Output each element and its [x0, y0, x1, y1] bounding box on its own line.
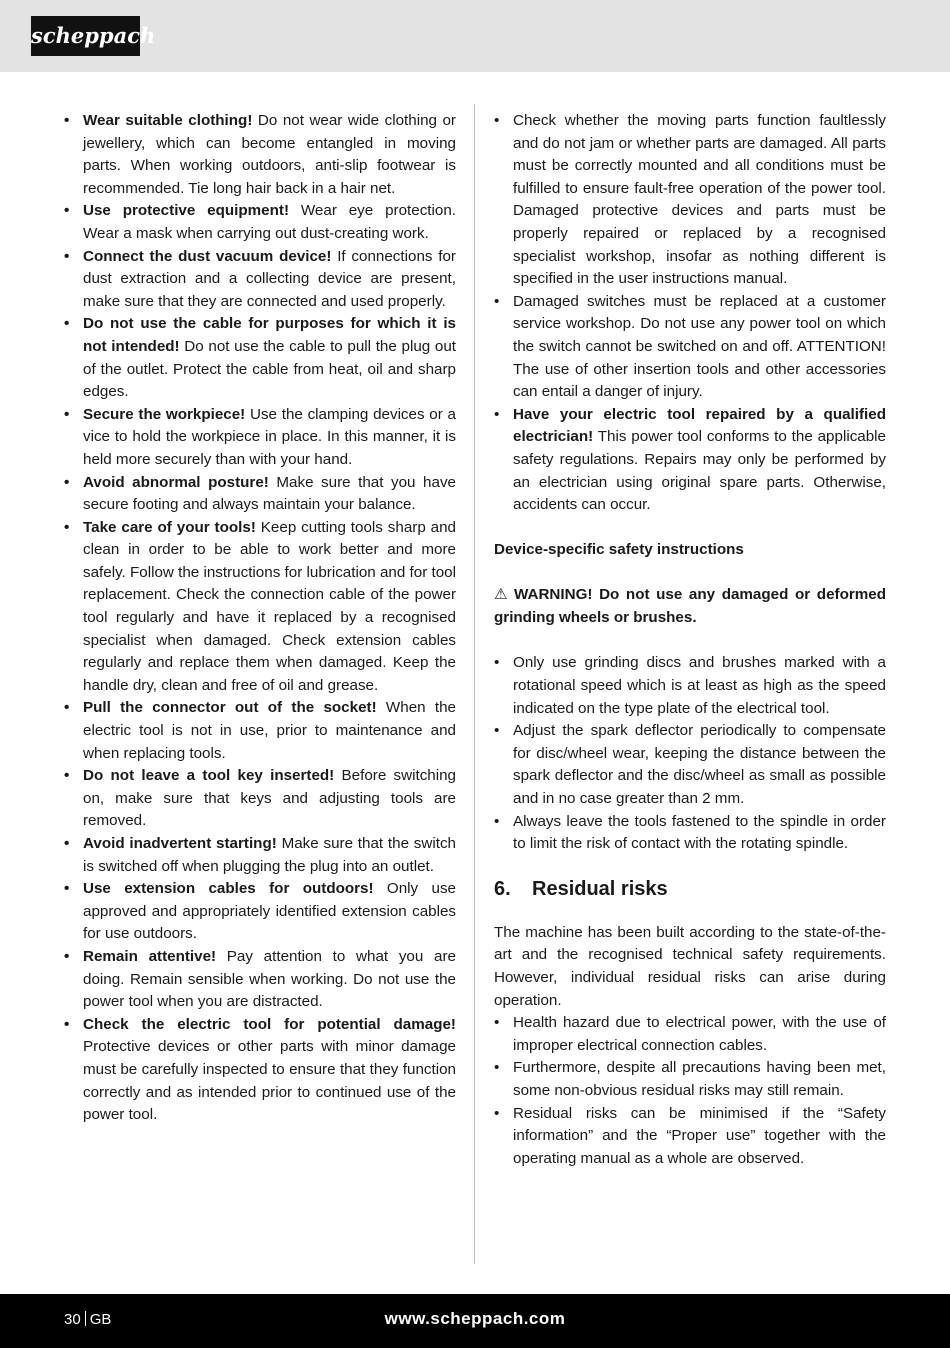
item-title: Take care of your tools! — [83, 518, 256, 536]
item-title: Do not leave a tool key inserted! — [83, 767, 335, 785]
item-title: Avoid inadvertent starting! — [83, 835, 277, 852]
general-safety-list — [64, 110, 456, 1127]
section-heading — [494, 876, 886, 902]
list-item: • Furthermore, despite all precautions having been met, some non-obvious residual risks may still remain. — [494, 1057, 886, 1102]
item-text: Only use approved and appropriately identified extension cables for use outdoors. — [83, 880, 456, 943]
list-item — [64, 833, 456, 878]
list-item — [64, 765, 456, 833]
item-text: Protective devices or other parts with minor damage must be carefully inspected to ensure that they function correctly and as intended prior to continued use of the power tool. — [83, 1038, 456, 1124]
item-title: Connect the dust vacuum device! — [83, 247, 332, 265]
list-item — [64, 1014, 456, 1127]
list-item: • Only use grinding discs and brushes marked with a rotational speed which is at least as high as the speed indicated on the type plate of the electrical tool. — [494, 652, 886, 720]
item-text: Do not use the cable to pull the plug out of the outlet. Protect the cable from heat, oil and sharp edges. — [83, 337, 456, 401]
item-text: Before switching on, make sure that keys and adjusting tools are removed. — [83, 767, 457, 830]
left-column — [64, 110, 456, 1127]
list-item: • Health hazard due to electrical power, with the use of improper electrical connection cables. — [494, 1012, 886, 1057]
item-text: Pay attention to what you are doing. Remain sensible when working. Do not use the power tool when you are distracted. — [83, 947, 456, 1011]
item-text: This power tool conforms to the applicable safety regulations. Repairs may only be performed by an electrician using original spare parts. Otherwise, accidents can occur. — [513, 428, 886, 514]
item-title: Do not use the cable for purposes for which it is not intended! — [83, 315, 456, 355]
page-number: 30 GB — [64, 1311, 112, 1328]
item-text: If connections for dust extraction and a collecting device are present, make sure that they are connected and used properly. — [83, 247, 456, 310]
scheppach-logo: scheppach — [31, 16, 140, 56]
item-text: Damaged switches must be replaced at a customer service workshop. Do not use any power tool on which the switch cannot be switched on and off. ATTENTION! The use of other insertion tools and other accessories can entail a danger of injury. — [513, 292, 886, 401]
list-item: • Always leave the tools fastened to the spindle in order to limit the risk of contact with the rotating spindle. — [494, 811, 886, 856]
column-divider — [474, 104, 475, 1264]
website-link[interactable]: www.scheppach.com — [384, 1309, 566, 1328]
residual-risks-intro: The machine has been built according to the state-of-the-art and the recognised technical safety requirements. However, individual residual risks can arise during operation. — [494, 923, 886, 1009]
item-text: Make sure that you have secure footing and always maintain your balance. — [83, 473, 456, 514]
item-title: Wear suitable clothing! — [83, 112, 253, 129]
device-safety-list — [494, 652, 886, 855]
item-title: Use extension cables for outdoors! — [83, 880, 374, 898]
list-item — [64, 200, 456, 245]
item-text: Keep cutting tools sharp and clean in order to be able to work better and more safely. Follow the instructions for lubrication and for tool replacement. Check the connection cable of the power tool regularly and have it replaced by a recognised specialist when damaged. Check extension cables regularly and replace them when damaged. Keep the handle dry, clean and free of oil and grease. — [83, 518, 456, 694]
item-title: Remain attentive! — [83, 947, 217, 965]
item-text: Do not wear wide clothing or jewellery, which can become entangled in moving parts. When working outdoors, anti-slip footwear is recommended. Tie long hair back in a hair net. — [83, 112, 456, 197]
list-item — [494, 404, 886, 517]
residual-risks-list — [494, 1012, 886, 1170]
list-item — [64, 313, 456, 403]
list-item — [64, 404, 456, 472]
item-text: Wear eye protection. Wear a mask when carrying out dust-creating work. — [83, 202, 457, 242]
list-item — [64, 472, 456, 517]
list-item — [64, 110, 456, 200]
warning-notice: ⚠ WARNING! Do not use any damaged or deformed grinding wheels or brushes. — [494, 586, 886, 626]
list-item: • Adjust the spark deflector periodically to compensate for disc/wheel wear, keeping the distance between the spark deflector and the disc/wheel as small as possible and in no case greater than 2 mm. — [494, 720, 886, 810]
item-text: Make sure that the switch is switched off when plugging the plug into an outlet. — [83, 835, 456, 875]
list-item: • Residual risks can be minimised if the “Safety information” and the “Proper use” together with the operating manual as a whole are observed. — [494, 1103, 886, 1171]
device-safety-heading: Device-specific safety instructions — [494, 540, 744, 558]
list-item — [64, 946, 456, 1014]
page-header — [0, 0, 950, 72]
right-column — [494, 110, 886, 1170]
section-number: 6. — [494, 877, 511, 900]
list-item — [494, 110, 886, 291]
warning-triangle-icon: ⚠ — [494, 586, 508, 604]
section-title: Residual risks — [532, 877, 668, 900]
item-title: Pull the connector out of the socket! — [83, 699, 377, 717]
list-item — [64, 697, 456, 765]
item-title: Avoid abnormal posture! — [83, 473, 269, 491]
item-title: Use protective equipment! — [83, 202, 290, 220]
item-text: Use the clamping devices or a vice to hold the workpiece in place. In this manner, it is held more securely than with your hand. — [83, 405, 456, 468]
page-footer — [0, 1294, 950, 1348]
item-title: Secure the workpiece! — [83, 405, 246, 423]
list-item — [494, 291, 886, 404]
tool-check-list — [494, 110, 886, 517]
item-title: Check the electric tool for potential damage! — [83, 1015, 456, 1033]
item-text: Check whether the moving parts function faultlessly and do not jam or whether parts are damaged. All parts must be correctly mounted and all conditions must be fulfilled to ensure fault-free operation of the power tool. Damaged protective devices and parts must be properly repaired or replaced by a recognised specialist workshop, insofar as nothing different is specified in the user instructions manual. — [513, 112, 886, 288]
list-item — [64, 517, 456, 698]
list-item — [64, 878, 456, 946]
item-title: Have your electric tool repaired by a qualified electrician! — [513, 405, 886, 446]
list-item — [64, 246, 456, 314]
item-text: When the electric tool is not in use, prior to maintenance and when replacing tools. — [83, 699, 456, 762]
